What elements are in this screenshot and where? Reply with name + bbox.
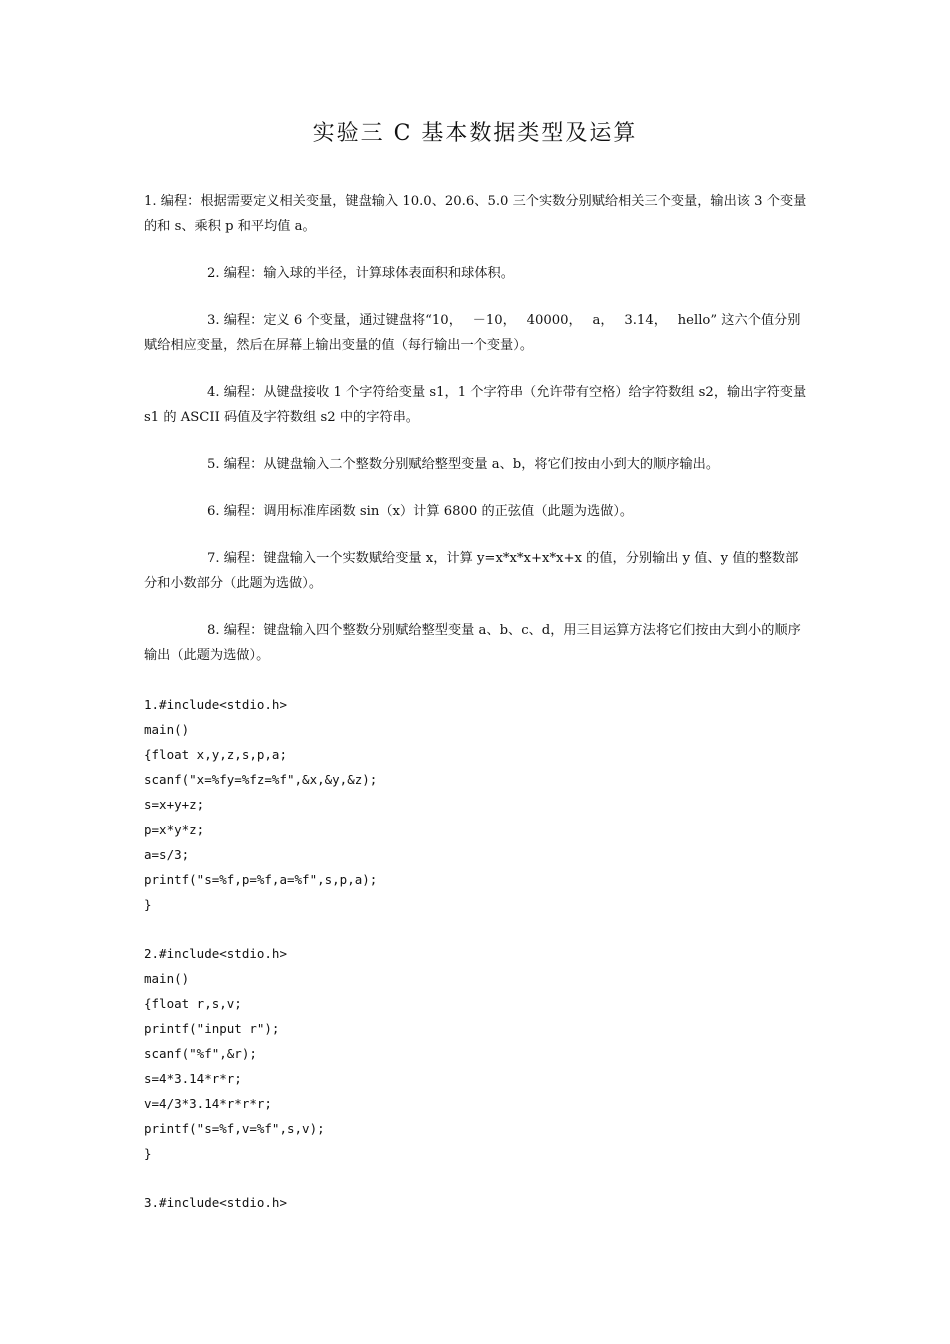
code-block-2: [144, 941, 810, 1166]
code-block-3: [144, 1190, 810, 1215]
code-line: scanf("x=%fy=%fz=%f",&x,&y,&z);: [144, 772, 378, 787]
code-line: }: [144, 897, 152, 912]
code-line: scanf("%f",&r);: [144, 1046, 257, 1061]
page-title: 实验三 C 基本数据类型及运算: [312, 121, 638, 146]
exercise-item: 3. 编程：定义 6 个变量，通过键盘将“10， －10， 40000， a， 3.14， hello” 这六个值分别赋给相应变量，然后在屏幕上输出变量的值（每行输出一个变量）。: [144, 313, 801, 353]
code-line: printf("input r");: [144, 1021, 280, 1036]
code-line: s=4*3.14*r*r;: [144, 1071, 242, 1086]
exercise-item: 1. 编程：根据需要定义相关变量，键盘输入 10.0、20.6、5.0 三个实数分别赋给相关三个变量，输出该 3 个变量的和 s、乘积 p 和平均值 a。: [144, 194, 807, 234]
code-line: main(): [144, 971, 190, 986]
code-line: printf("s=%f,p=%f,a=%f",s,p,a);: [144, 872, 378, 887]
code-line: main(): [144, 722, 190, 737]
code-line: printf("s=%f,v=%f",s,v);: [144, 1121, 325, 1136]
exercise-item: 2. 编程：输入球的半径，计算球体表面积和球体积。: [207, 266, 514, 281]
code-line: }: [144, 1146, 152, 1161]
exercise-item: 8. 编程：键盘输入四个整数分别赋给整型变量 a、b、c、d，用三目运算方法将它们按由大到小的顺序输出（此题为选做）。: [144, 623, 801, 663]
code-line: p=x*y*z;: [144, 822, 205, 837]
exercise-item: 5. 编程：从键盘输入二个整数分别赋给整型变量 a、b，将它们按由小到大的顺序输出。: [207, 457, 720, 472]
code-listing: [144, 692, 810, 1239]
code-line: 1.#include<stdio.h>: [144, 697, 287, 712]
code-block-1: [144, 692, 810, 917]
code-line: 2.#include<stdio.h>: [144, 946, 287, 961]
code-line: {float x,y,z,s,p,a;: [144, 747, 287, 762]
code-line: a=s/3;: [144, 847, 190, 862]
code-line: v=4/3*3.14*r*r*r;: [144, 1096, 272, 1111]
exercise-item: 7. 编程：键盘输入一个实数赋给变量 x，计算 y=x*x*x+x*x+x 的值，分别输出 y 值、y 值的整数部分和小数部分（此题为选做）。: [144, 551, 799, 591]
exercise-item: 4. 编程：从键盘接收 1 个字符给变量 s1，1 个字符串（允许带有空格）给字符数组 s2，输出字符变量 s1 的 ASCII 码值及字符数组 s2 中的字符串。: [144, 385, 807, 425]
exercise-list: [144, 189, 810, 690]
code-line: s=x+y+z;: [144, 797, 205, 812]
code-line: {float r,s,v;: [144, 996, 242, 1011]
code-line: 3.#include<stdio.h>: [144, 1195, 287, 1210]
exercise-item: 6. 编程：调用标准库函数 sin（x）计算 6800 的正弦值（此题为选做）。: [207, 504, 634, 519]
